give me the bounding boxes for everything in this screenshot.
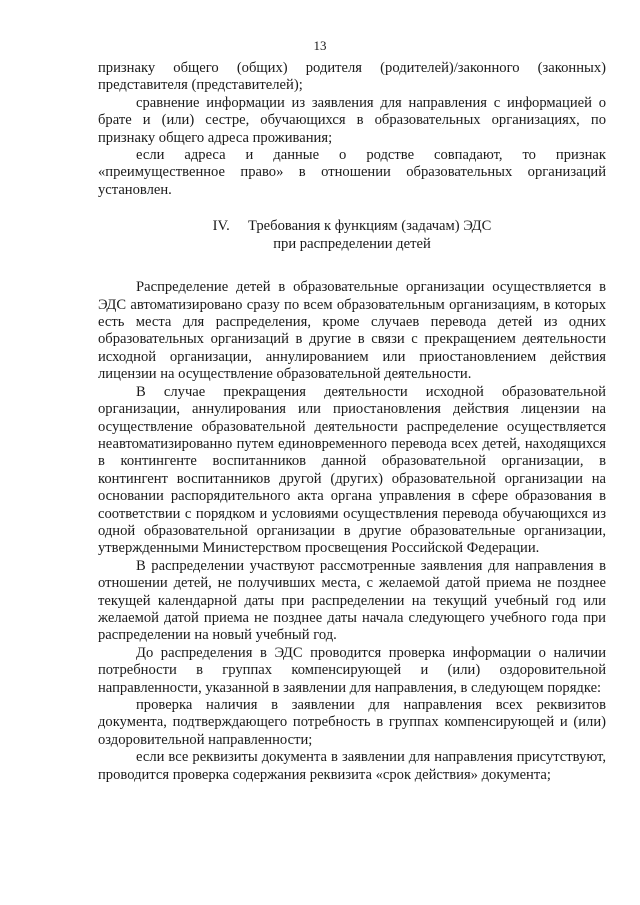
section-title-line-1: Требования к функциям (задачам) ЭДС xyxy=(248,218,492,235)
section-title-line-2: при распределении детей xyxy=(273,236,431,253)
paragraph: признаку общего (общих) родителя (родителей)/законного (законных) представителя (представителей); xyxy=(98,60,606,94)
paragraph: Распределение детей в образовательные организации осуществляется в ЭДС автоматизировано сразу по всем образовательным организациям, в которых есть места для распределения, кроме случаев перевода детей из одних образовательных организаций в другие в связи с прекращением деятельности исходной организации, аннулированием или приостановлением действия лицензии на осуществление образовательной деятельности. xyxy=(98,279,606,383)
paragraph: проверка наличия в заявлении для направления всех реквизитов документа, подтверждающего потребность в группах компенсирующей и (или) оздоровительной направленности; xyxy=(98,697,606,748)
paragraph: если адреса и данные о родстве совпадают, то признак «преимущественное право» в отношении образовательных организаций установлен. xyxy=(98,147,606,198)
section-heading-line-1 xyxy=(98,217,606,235)
paragraph: если все реквизиты документа в заявлении для направления присутствуют, проводится проверка содержания реквизита «срок действия» документа; xyxy=(98,749,606,783)
page-number: 13 xyxy=(313,38,327,53)
paragraph: В распределении участвуют рассмотренные заявления для направления в отношении детей, не получивших места, с желаемой датой приема не позднее текущей календарной даты при распределении на текущий учебный год или желаемой датой приема не позднее даты начала следующего учебного года при распределении на новый учебный год. xyxy=(98,557,606,644)
paragraph: До распределения в ЭДС проводится проверка информации о наличии потребности в группах компенсирующей и (или) оздоровительной направленности, указанной в заявлении для направления, в следующем порядке: xyxy=(98,644,606,696)
paragraph: В случае прекращения деятельности исходной образовательной организации, аннулирования или приостановления действия лицензии на осуществление образовательной деятельности распределение осуществляется неавтоматизированно путем единовременного перевода всех детей, находящихся в контингенте воспитанников данной образовательной организации, в контингент воспитанников другой (других) образовательной организации на основании распорядительного акта органа управления в сфере образования в соответствии с порядком и условиями осуществления перевода обучающихся из одной образовательной организации в другие образовательные организации, утвержденными Министерством просвещения Российской Федерации. xyxy=(98,383,606,557)
section-heading xyxy=(98,217,606,253)
document-body xyxy=(98,60,606,784)
section-number: IV. xyxy=(212,218,230,235)
paragraph: сравнение информации из заявления для направления с информацией о брате и (или) сестре, обучающихся в образовательных организациях, по признаку общего адреса проживания; xyxy=(98,94,606,146)
